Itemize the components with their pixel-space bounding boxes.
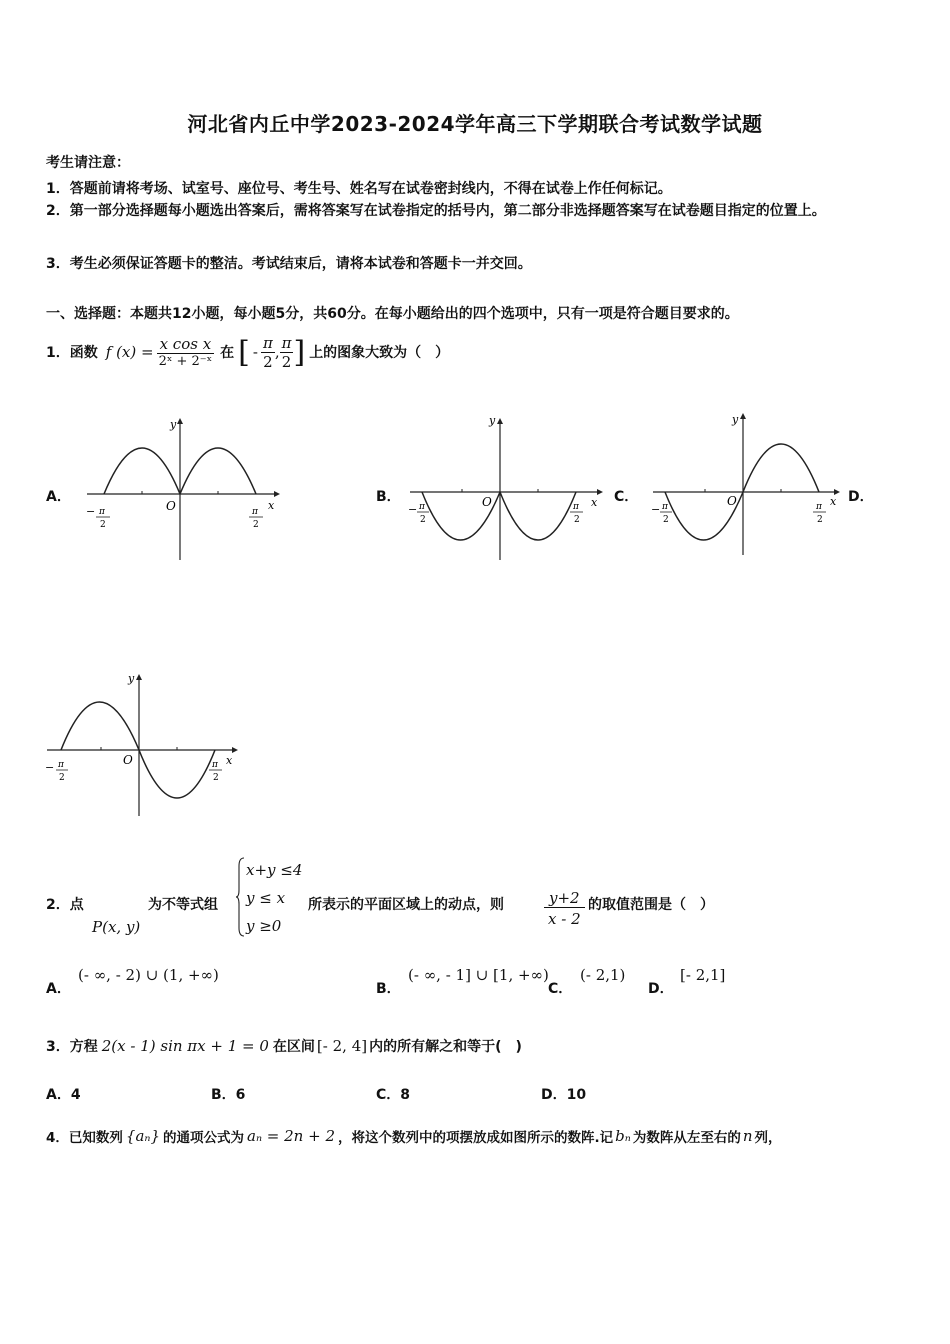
q1-suffix: 上的图象大致为（ ） (309, 345, 450, 361)
q1-interval-minus: - (252, 343, 258, 361)
q4-suffix: 列， (754, 1130, 782, 1146)
q2-option-d-label[interactable]: D． (648, 981, 674, 997)
svg-text:π: π (573, 502, 579, 512)
svg-text:2: 2 (59, 773, 65, 783)
q4-mid1: 的通项公式为 (163, 1130, 245, 1146)
q4-formula: aₙ = 2n + 2 (247, 1127, 335, 1145)
svg-text:y: y (489, 414, 496, 427)
q2-option-b-value: (- ∞, - 1] ∪ [1, +∞) (408, 966, 549, 984)
notice-item-2: 2．第一部分选择题每小题选出答案后，需将答案写在试卷指定的括号内，第二部分非选择题答案写在试卷题目指定的位置上。 (46, 203, 826, 219)
q3-interval: [- 2, 4] (316, 1037, 368, 1055)
q3-option-c-value: 8 (400, 1087, 411, 1103)
svg-text:2: 2 (100, 520, 106, 530)
q3-option-a-value: 4 (70, 1087, 81, 1103)
q3-suffix: 内的所有解之和等于( ) (369, 1039, 522, 1055)
svg-text:π: π (816, 502, 822, 512)
q1-option-c-label[interactable]: C． (614, 489, 639, 505)
svg-text:π: π (99, 507, 105, 517)
q1-graph-c (648, 405, 848, 565)
section-heading: 一、选择题：本题共12小题，每小题5分，共60分。在每小题给出的四个选项中，只有一项是符合题目要求的。 (46, 306, 739, 322)
q2-ineq-2: y ≤ x (246, 889, 286, 907)
page-title: 河北省内丘中学2023-2024学年高三下学期联合考试数学试题 (187, 112, 763, 136)
q1-numerator: x cos x (157, 335, 215, 354)
q2-option-a-value: (- ∞, - 2) ∪ (1, +∞) (78, 966, 219, 984)
q2-option-c-value: (- 2,1) (580, 966, 626, 984)
q3-option-c-label: C． (376, 1087, 401, 1103)
svg-text:−: − (651, 503, 661, 516)
svg-text:π: π (419, 502, 425, 512)
svg-text:O: O (727, 494, 737, 508)
q1-func: f (x) = (105, 343, 154, 361)
q3-mid: 在区间 (272, 1039, 315, 1055)
q2-option-a-label[interactable]: A． (46, 981, 71, 997)
q1-interval-a: $\frac{\pi}{2}$ (262, 333, 273, 371)
svg-text:2: 2 (253, 520, 259, 530)
q2-option-b-label[interactable]: B． (376, 981, 401, 997)
svg-text:x: x (268, 499, 275, 512)
q3-prefix: 3．方程 (46, 1039, 98, 1055)
q2-mid: 为不等式组 (148, 897, 218, 913)
q3-option-b-label: B． (211, 1087, 236, 1103)
notice-item-3: 3．考生必须保证答题卡的整洁。考试结束后，请将本试卷和答题卡一并交回。 (46, 256, 532, 272)
q4-sequence: {aₙ} (125, 1127, 161, 1145)
q3-option-a[interactable] (46, 1084, 81, 1104)
q4-bn: bₙ (615, 1127, 631, 1145)
q2-ineq-3: y ≥0 (246, 917, 282, 935)
svg-text:2: 2 (213, 773, 219, 783)
q3-option-d-label: D． (541, 1087, 567, 1103)
q2-denominator: x - 2 (548, 910, 581, 928)
q3-option-b-value: 6 (235, 1087, 246, 1103)
q2-suffix2: 的取值范围是（ ） (588, 897, 714, 913)
q1-right-bracket: ] (293, 334, 306, 370)
q4-n: n (742, 1127, 753, 1145)
svg-text:π: π (212, 760, 218, 770)
q4-mid2: ，将这个数列中的项摆放成如图所示的数阵.记 (338, 1130, 614, 1146)
question-3 (46, 1036, 522, 1056)
question-4 (46, 1126, 782, 1146)
q3-option-c[interactable] (376, 1084, 410, 1104)
q2-ineq-1: x+y ≤4 (246, 861, 303, 879)
q2-fraction (544, 889, 585, 928)
q1-option-a-label[interactable]: A． (46, 489, 71, 505)
svg-text:x: x (226, 754, 233, 767)
svg-text:−: − (408, 503, 418, 516)
svg-text:x: x (591, 496, 598, 509)
q3-option-a-label: A． (46, 1087, 71, 1103)
svg-text:O: O (123, 753, 133, 767)
svg-text:−: − (45, 761, 55, 774)
q3-option-b[interactable] (211, 1084, 245, 1104)
q4-mid3: 为数阵从左至右的 (632, 1130, 741, 1146)
svg-text:π: π (662, 502, 668, 512)
notice-item-1: 1．答题前请将考场、试室号、座位号、考生号、姓名写在试卷密封线内，不得在试卷上作任何标记。 (46, 181, 672, 197)
q1-graph-b (405, 410, 605, 570)
q4-prefix: 4．已知数列 (46, 1130, 123, 1146)
svg-text:y: y (128, 672, 135, 685)
svg-text:O: O (166, 499, 176, 513)
svg-text:y: y (732, 413, 739, 426)
q1-graph-d (42, 668, 242, 828)
svg-text:2: 2 (663, 515, 669, 525)
svg-text:π: π (58, 760, 64, 770)
q1-mid: 在 (220, 345, 235, 361)
q2-option-d-value: [- 2,1] (680, 966, 726, 984)
q2-option-c-label[interactable]: C． (548, 981, 573, 997)
q3-option-d[interactable] (541, 1084, 586, 1104)
svg-text:π: π (252, 507, 258, 517)
q1-left-bracket: [ (238, 334, 250, 370)
q1-option-b-label[interactable]: B． (376, 489, 401, 505)
q3-equation: 2(x - 1) sin πx + 1 = 0 (101, 1037, 269, 1055)
svg-text:y: y (170, 418, 177, 431)
svg-text:2: 2 (420, 515, 426, 525)
svg-text:O: O (482, 495, 492, 509)
notice-heading: 考生请注意： (46, 155, 130, 171)
svg-text:2: 2 (574, 515, 580, 525)
q1-fraction (157, 335, 215, 369)
q2-prefix: 2．点 (46, 897, 84, 913)
q1-graph-a (82, 410, 282, 570)
svg-text:x: x (830, 495, 837, 508)
q3-option-d-value: 10 (566, 1087, 587, 1103)
q2-inequalities (246, 856, 302, 940)
q1-denominator: 2ˣ + 2⁻ˣ (158, 354, 213, 369)
q2-system-brace (236, 856, 240, 938)
q1-prefix: 1．函数 (46, 345, 98, 361)
svg-text:2: 2 (817, 515, 823, 525)
q2-suffix1: 所表示的平面区域上的动点，则 (308, 897, 504, 913)
question-1: 1．函数 f (x) = $\frac{\text{x cos x}}{\text{2ˣ + 2⁻ˣ}}$ 在 [ - $\frac{\pi}{2}$ , $\frac{\pi}{2}$ ] 上的图象大致为（ ） (46, 333, 450, 371)
q2-point: P(x, y) (92, 918, 141, 936)
q2-numerator: y+2 (544, 889, 585, 908)
svg-text:−: − (86, 505, 96, 518)
q1-interval-b: $\frac{\pi}{2}$ (281, 333, 292, 371)
q1-option-d-label[interactable]: D． (848, 489, 874, 505)
